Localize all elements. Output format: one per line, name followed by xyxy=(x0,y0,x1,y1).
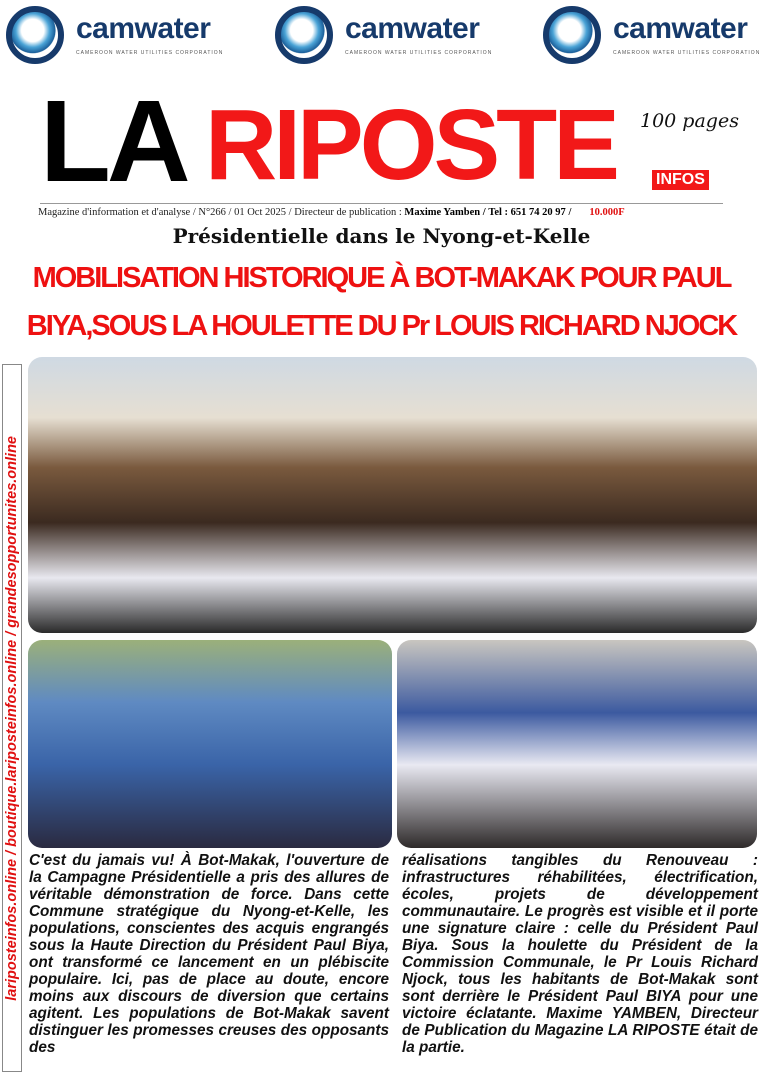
side-links xyxy=(2,364,22,1072)
article-column-1: C'est du jamais vu! À Bot-Makak, l'ouverture de la Campagne Présidentielle a pris des allures de véritable démonstration de force. Dans cette Commune stratégique du Nyong-et-Kelle, les populations, conscientes des acquis engrangés sous la Haute Direction du Président Paul Biya, ont transformé ce lancement en un plébiscite populaire. Ici, pas de place au doute, encore moins aux discours de diversion que certains agitent. Les populations de Bot-Makak savent distinguer les promesses creuses des opposants des xyxy=(29,852,389,1056)
director-label: Directeur de publication : xyxy=(294,207,402,218)
phone: Tel : 651 74 20 97 xyxy=(488,207,566,218)
masthead-riposte: RIPOSTE xyxy=(205,89,616,201)
sponsor-tagline: CAMEROON WATER UTILITIES CORPORATION xyxy=(613,50,761,56)
info-line: Magazine d'information et d'analyse / N°266 / 01 Oct 2025 / Directeur de publication : Maxime Yamben / Tel : 651 74 20 97 / 10.000F xyxy=(38,207,625,218)
infos-badge: INFOS xyxy=(652,170,709,190)
sponsor-name: camwater xyxy=(76,12,211,45)
camwater-logo xyxy=(275,4,492,66)
masthead-la: LA xyxy=(40,76,187,206)
page-count-badge: 100 pages xyxy=(640,110,739,132)
camwater-emblem-icon xyxy=(6,6,64,64)
side-links-text: lariposteinfos.online / boutique.lariposteinfos.online / grandesopportunites.online xyxy=(4,435,20,1001)
issue-number: N°266 xyxy=(198,207,226,218)
sponsor-name: camwater xyxy=(345,12,480,45)
officials-photo xyxy=(397,640,757,848)
camwater-emblem-icon xyxy=(543,6,601,64)
divider xyxy=(40,203,723,204)
article-column-2: réalisations tangibles du Renouveau : infrastructures réhabilitées, électrification, écoles, projets de développement communautaire. Le progrès est visible et il porte une signature claire : celle du Président Paul Biya. Sous la houlette du Président de la Commission Communale, le Pr Louis Richard Njock, tous les habitants de Bot-Makak sont sont derrière le Président Paul BIYA pour une victoire éclatante. Maxime YAMBEN, Directeur de Publication du Magazine LA RIPOSTE était de la partie. xyxy=(402,852,758,1056)
director-name: Maxime Yamben xyxy=(404,207,481,218)
camwater-logo xyxy=(543,4,760,66)
price: 10.000F xyxy=(589,207,625,218)
kicker: Présidentielle dans le Nyong-et-Kelle xyxy=(172,224,591,248)
camwater-logo xyxy=(6,4,223,66)
sponsor-tagline: CAMEROON WATER UTILITIES CORPORATION xyxy=(345,50,493,56)
issue-date: 01 Oct 2025 xyxy=(234,207,287,218)
sponsor-tagline: CAMEROON WATER UTILITIES CORPORATION xyxy=(76,50,224,56)
main-photo xyxy=(28,357,757,633)
sponsor-name: camwater xyxy=(613,12,748,45)
headline-line-1: MOBILISATION HISTORIQUE À BOT-MAKAK POUR PAUL xyxy=(32,262,731,294)
magazine-description: Magazine d'information et d'analyse xyxy=(38,207,191,218)
crowd-photo xyxy=(28,640,392,848)
camwater-emblem-icon xyxy=(275,6,333,64)
headline-line-2: BIYA,SOUS LA HOULETTE DU Pr LOUIS RICHARD NJOCK xyxy=(26,310,737,342)
